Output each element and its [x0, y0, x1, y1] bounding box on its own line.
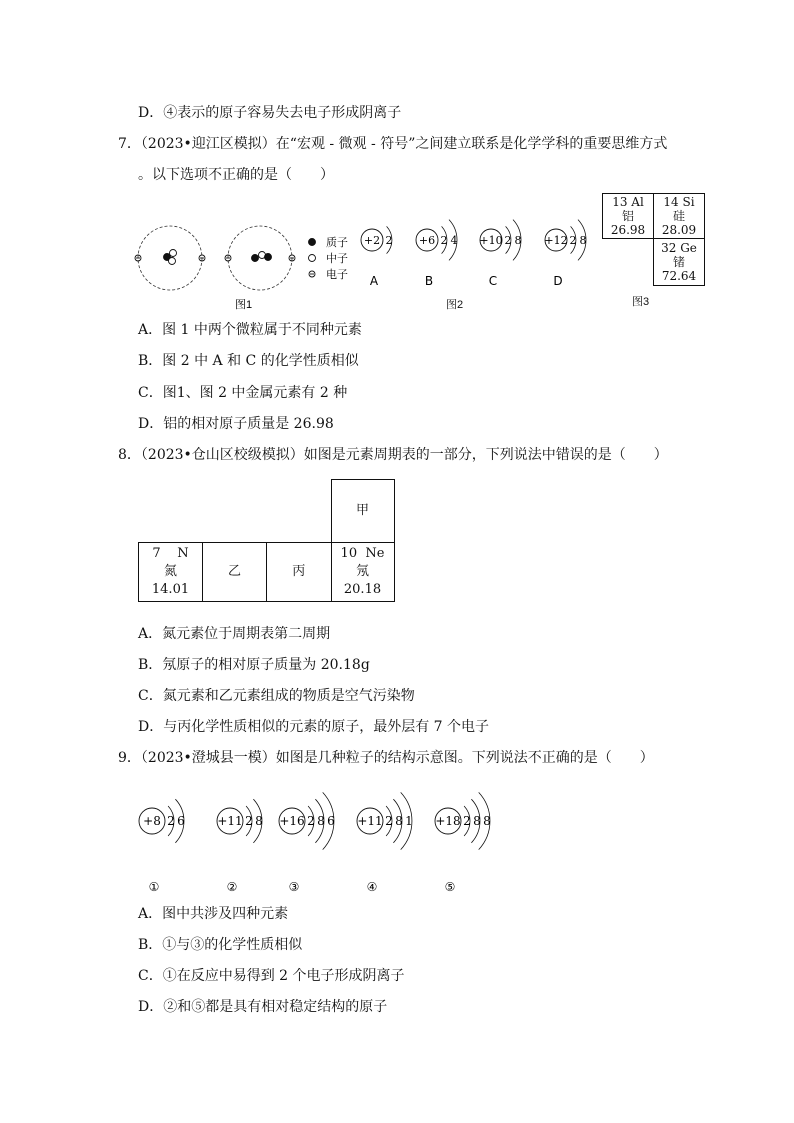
shell-electron-count: 2	[385, 814, 393, 829]
q7-figure-1	[130, 210, 380, 320]
cell-ge: 32 Ge 锗 72.64	[654, 239, 705, 286]
q9-figure	[130, 770, 530, 900]
fig2-caption: 图2	[446, 299, 464, 311]
fig9-atom-4	[435, 792, 491, 894]
shell-electron-count: 2	[385, 233, 393, 247]
shell-electron-count: 8	[317, 814, 325, 829]
q8-option-b: B．氖原子的相对原子质量为 20.18g	[138, 657, 370, 673]
cell-jia: 甲	[331, 480, 394, 543]
q9-stem: 9．（2023•澄城县一模）如图是几种粒子的结构示意图。下列说法不正确的是（ ）	[118, 750, 654, 766]
shell-electron-count: 2	[307, 814, 315, 829]
q8-option-d: D．与丙化学性质相似的元素的原子，最外层有 7 个电子	[138, 719, 490, 735]
q8-option-a: A．氮元素位于周期表第二周期	[138, 626, 331, 642]
atom-label: D	[553, 274, 563, 288]
nucleus-charge: +18	[435, 814, 461, 829]
q9-option-d: D．②和⑤都是具有相对稳定结构的原子	[138, 999, 388, 1015]
q8-periodic-table	[138, 479, 395, 602]
cell-si: 14 Si 硅 28.09	[654, 194, 705, 239]
shell-electron-count: 2	[167, 814, 175, 829]
nucleus-charge: +6	[418, 233, 436, 247]
q9-option-a: A．图中共涉及四种元素	[138, 906, 289, 922]
fig2-atom-0	[361, 226, 393, 288]
nucleus-charge: +16	[279, 814, 305, 829]
nucleus-charge: +12	[544, 233, 568, 247]
q7-option-c: C．图1、图 2 中金属元素有 2 种	[138, 385, 348, 401]
fig9-atom-2	[279, 792, 335, 894]
q8-stem: 8．（2023•仓山区校级模拟）如图是元素周期表的一部分，下列说法中错误的是（ ）	[118, 447, 668, 463]
cell-neon: 10 Ne 氖 20.18	[331, 543, 394, 602]
atom-label: C	[488, 274, 498, 288]
nucleus-charge: +10	[479, 233, 503, 247]
q7-stem-line1: 7．（2023•迎江区模拟）在“宏观 - 微观 - 符号”之间建立联系是化学学科的重要思维方式	[118, 136, 668, 152]
shell-electron-count: 6	[177, 814, 185, 829]
fig1-caption: 图1	[235, 299, 253, 311]
fig9-atom-0	[139, 799, 185, 894]
nucleus-charge: +2	[363, 233, 381, 247]
cell-al: 13 Al 铝 26.98	[603, 194, 654, 239]
cell-nitrogen: 7 N 氮 14.01	[139, 543, 203, 602]
atom-label: A	[369, 274, 379, 288]
shell-electron-count: 8	[395, 814, 403, 829]
q8-option-c: C．氮元素和乙元素组成的物质是空气污染物	[138, 688, 415, 704]
q7-stem-line2: 。以下选项不正确的是（ ）	[138, 167, 334, 183]
atom-label: ⑤	[444, 880, 456, 894]
fig3-caption: 图3	[632, 296, 650, 308]
shell-electron-count: 8	[483, 814, 491, 829]
fig9-atom-3	[357, 792, 413, 894]
q6-option-d: D．④表示的原子容易失去电子形成阴离子	[138, 105, 402, 121]
q7-figure-3-table	[602, 193, 705, 286]
shell-electron-count: 2	[569, 233, 577, 247]
nucleus-charge: +11	[217, 814, 243, 829]
atom-label: ①	[148, 880, 160, 894]
legend-electron: 电子	[326, 269, 348, 281]
atom-label: ②	[226, 880, 238, 894]
q9-option-c: C．①在反应中易得到 2 个电子形成阴离子	[138, 968, 405, 984]
q9-option-b: B．①与③的化学性质相似	[138, 937, 303, 953]
fig2-atom-3	[544, 220, 586, 288]
shell-electron-count: 2	[440, 233, 448, 247]
shell-electron-count: 8	[514, 233, 522, 247]
q7-option-b: B．图 2 中 A 和 C 的化学性质相似	[138, 353, 359, 369]
shell-electron-count: 4	[450, 233, 458, 247]
shell-electron-count: 2	[245, 814, 253, 829]
shell-electron-count: 1	[405, 814, 413, 829]
atom-label: B	[424, 274, 434, 288]
q7-option-d: D．铝的相对原子质量是 26.98	[138, 416, 334, 432]
atom-label: ③	[288, 880, 300, 894]
nucleus-charge: +11	[357, 814, 383, 829]
fig9-atom-1	[217, 799, 263, 894]
atom-label: ④	[366, 880, 378, 894]
fig2-atom-1	[416, 220, 458, 288]
shell-electron-count: 2	[463, 814, 471, 829]
legend-proton: 质子	[326, 237, 348, 249]
fig2-atom-2	[479, 220, 521, 288]
shell-electron-count: 8	[579, 233, 587, 247]
shell-electron-count: 8	[255, 814, 263, 829]
shell-electron-count: 6	[327, 814, 335, 829]
cell-bing: 丙	[267, 543, 332, 602]
q7-option-a: A．图 1 中两个微粒属于不同种元素	[138, 322, 362, 338]
shell-electron-count: 2	[504, 233, 512, 247]
legend-neutron: 中子	[326, 253, 348, 265]
cell-yi: 乙	[203, 543, 267, 602]
nucleus-charge: +8	[143, 814, 161, 829]
q7-figure-2	[355, 205, 605, 315]
shell-electron-count: 8	[473, 814, 481, 829]
